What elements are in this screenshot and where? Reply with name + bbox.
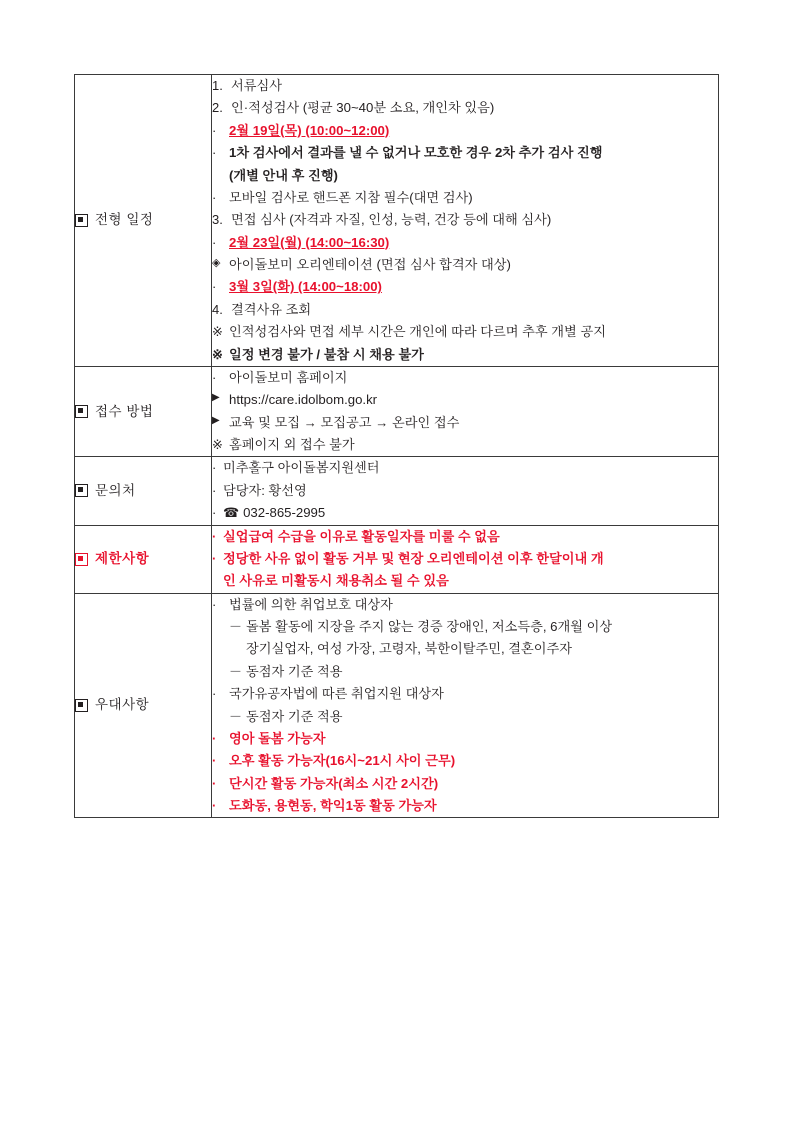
row-label-text: 제한사항 [95, 550, 150, 566]
list-item [212, 97, 718, 118]
filled-square-icon [75, 405, 88, 418]
list-item [212, 616, 718, 637]
list-item [212, 526, 718, 547]
website-url[interactable]: https://care.idolbom.go.kr [229, 392, 378, 408]
list-bullet: · [212, 550, 217, 566]
list-bullet: · [212, 686, 217, 702]
list-bullet: 3. [212, 212, 223, 228]
list-text: 국가유공자법에 따른 취업지원 대상자 [229, 686, 444, 702]
row-content-restrictions [212, 525, 719, 593]
list-text: 면접 심사 (자격과 자질, 인성, 능력, 건강 등에 대해 심사) [231, 212, 552, 228]
list-text-continued: 인 사유로 미활동시 채용취소 될 수 있음 [223, 573, 449, 589]
list-item [212, 795, 718, 816]
list-text: 결격사유 조회 [231, 301, 312, 317]
phone-number: ☎ 032-865-2995 [223, 505, 326, 521]
list-bullet: · [212, 528, 217, 544]
list-item [212, 187, 718, 208]
list-text: 인·적성검사 (평균 30~40분 소요, 개인차 있음) [231, 100, 495, 116]
list-text-continued: 장기실업자, 여성 가장, 고령자, 북한이탈주민, 결혼이주자 [246, 641, 572, 657]
list-item [212, 321, 718, 342]
list-bullet: · [212, 753, 217, 769]
list-text: 일정 변경 불가 / 불참 시 채용 불가 [229, 346, 424, 362]
list-text: 1차 검사에서 결과를 낼 수 없거나 모호한 경우 2차 추가 검사 진행 [229, 145, 603, 161]
list-text-date: 2월 23일(월) (14:00~16:30) [229, 234, 390, 250]
recruitment-info-table [74, 74, 719, 818]
table-body [75, 75, 719, 818]
list-item [212, 706, 718, 727]
list-item [212, 661, 718, 682]
note-bullet-icon: ※ [212, 346, 223, 362]
list-text: 인적성검사와 면접 세부 시간은 개인에 따라 다르며 추후 개별 공지 [229, 324, 606, 340]
filled-square-icon [75, 699, 88, 712]
list-text: 오후 활동 가능자(16시~21시 사이 근무) [229, 753, 456, 769]
list-text: 동점자 기준 적용 [246, 708, 343, 724]
list-bullet: · [212, 234, 217, 250]
dash-bullet-icon: － [229, 663, 243, 679]
filled-square-icon [75, 214, 88, 227]
line-list [212, 457, 718, 523]
line-list [212, 594, 718, 817]
table-row [75, 593, 719, 818]
list-text: 도화동, 용현동, 학익1동 활동 가능자 [229, 798, 437, 813]
list-bullet: · [212, 798, 217, 813]
list-text: 미추홀구 아이돌봄지원센터 [223, 460, 380, 476]
row-label-text: 접수 방법 [95, 403, 154, 419]
list-bullet: · [212, 279, 217, 295]
list-bullet: · [212, 145, 217, 161]
triangle-bullet-icon: ▶ [212, 392, 220, 404]
list-text: 단시간 활동 가능자(최소 시간 2시간) [229, 775, 439, 791]
table-row [75, 75, 719, 367]
list-item [212, 389, 718, 410]
list-item [212, 594, 718, 615]
row-label-preferences [75, 593, 212, 818]
list-text: 아이돌보미 오리엔테이션 (면접 심사 합격자 대상) [229, 257, 511, 272]
list-text: 정당한 사유 없이 활동 거부 및 현장 오리엔테이션 이후 한달이내 개 [223, 550, 604, 566]
dash-bullet-icon: － [229, 708, 243, 724]
list-item [212, 502, 718, 523]
list-text: 동점자 기준 적용 [246, 663, 343, 679]
list-text: 돌봄 활동에 지장을 주지 않는 경증 장애인, 저소득층, 6개월 이상 [246, 619, 613, 634]
row-content-preferences [212, 593, 719, 818]
list-text: 서류심사 [231, 78, 282, 93]
list-item [212, 728, 718, 749]
row-label-text: 우대사항 [95, 697, 150, 713]
list-item [212, 367, 718, 388]
list-bullet: · [212, 482, 217, 498]
filled-square-icon [75, 484, 88, 497]
list-text-date: 3월 3일(화) (14:00~18:00) [229, 279, 382, 295]
list-item [212, 254, 718, 275]
line-list [212, 367, 718, 456]
list-bullet: · [212, 189, 217, 205]
list-item [212, 638, 718, 659]
list-bullet: · [212, 596, 217, 612]
list-bullet: · [212, 460, 217, 476]
table-row [75, 457, 719, 525]
list-text: 교육 및 모집 → 모집공고 → 온라인 접수 [229, 414, 460, 430]
list-item [212, 480, 718, 501]
list-item [212, 299, 718, 320]
row-label-text: 문의처 [95, 482, 136, 498]
list-text: 홈페이지 외 접수 불가 [229, 437, 355, 452]
line-list [212, 526, 718, 592]
list-text: 영아 돌봄 가능자 [229, 730, 326, 746]
list-item [212, 412, 718, 433]
list-item [212, 344, 718, 365]
list-item [212, 165, 718, 186]
row-label-schedule [75, 75, 212, 367]
list-text: 담당자: 황선영 [223, 482, 307, 498]
triangle-bullet-icon: ▶ [212, 414, 220, 426]
list-bullet: 1. [212, 78, 223, 93]
row-content-application-method [212, 366, 719, 457]
list-item [212, 276, 718, 297]
list-bullet: · [212, 505, 217, 521]
row-label-application-method [75, 366, 212, 457]
list-bullet: · [212, 775, 217, 791]
line-list [212, 75, 718, 365]
list-item [212, 142, 718, 163]
list-item [212, 570, 718, 591]
row-label-restrictions [75, 525, 212, 593]
list-item [212, 750, 718, 771]
row-content-contact [212, 457, 719, 525]
list-text: 법률에 의한 취업보호 대상자 [229, 596, 393, 612]
list-bullet: · [212, 369, 217, 385]
list-item [212, 457, 718, 478]
table-row [75, 366, 719, 457]
note-bullet-icon: ※ [212, 437, 223, 452]
filled-square-icon [75, 553, 88, 566]
dash-bullet-icon: － [229, 619, 243, 634]
list-text-date: 2월 19일(목) (10:00~12:00) [229, 122, 390, 138]
list-item [212, 548, 718, 569]
row-label-contact [75, 457, 212, 525]
list-item [212, 683, 718, 704]
row-content-schedule [212, 75, 719, 367]
list-text: 아이돌보미 홈페이지 [229, 369, 348, 385]
list-text: 모바일 검사로 핸드폰 지참 필수(대면 검사) [229, 189, 473, 205]
list-item [212, 434, 718, 455]
list-bullet: 2. [212, 100, 223, 116]
list-item [212, 120, 718, 141]
list-bullet: · [212, 730, 217, 746]
list-bullet: · [212, 122, 217, 138]
list-item [212, 773, 718, 794]
list-item [212, 75, 718, 96]
table-row [75, 525, 719, 593]
list-text: 실업급여 수급을 이유로 활동일자를 미룰 수 없음 [223, 528, 500, 544]
diamond-bullet-icon: ◈ [212, 257, 221, 269]
list-item [212, 209, 718, 230]
list-bullet: 4. [212, 301, 223, 317]
list-item [212, 232, 718, 253]
row-label-text: 전형 일정 [95, 212, 154, 228]
note-bullet-icon: ※ [212, 324, 223, 340]
list-text-continued: (개별 안내 후 진행) [229, 167, 338, 183]
